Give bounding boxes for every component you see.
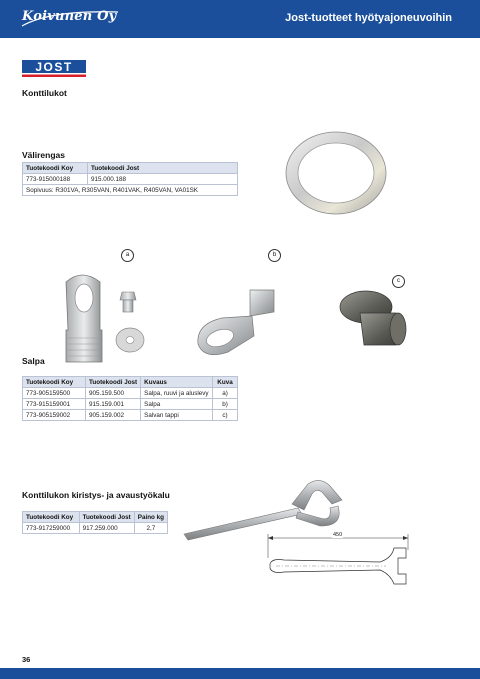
column-header: Tuotekoodi Jost <box>79 512 134 523</box>
salpa-table <box>22 376 238 421</box>
dimension-label: 450 <box>333 532 343 538</box>
page-number: 36 <box>22 655 31 664</box>
column-header: Tuotekoodi Koy <box>23 512 80 523</box>
table-row <box>23 388 238 399</box>
table-cell: 773-917259000 <box>23 523 80 534</box>
jost-logo-icon <box>22 60 86 78</box>
table-header-row <box>23 163 238 174</box>
table-row <box>23 399 238 410</box>
tyokalu-table <box>22 511 168 534</box>
table-cell: 773-905159500 <box>23 388 86 399</box>
tool-technical-drawing <box>262 528 416 598</box>
callout-a: a <box>121 249 134 262</box>
section-title-tyokalu: Konttilukon kiristys- ja avaustyökalu <box>22 490 170 500</box>
footer-bar <box>0 668 480 679</box>
column-header: Kuvaus <box>141 377 213 388</box>
column-header: Tuotekoodi Koy <box>23 163 88 174</box>
table-cell: 773-915000188 <box>23 174 88 185</box>
table-header-row <box>23 512 168 523</box>
table-row <box>23 523 168 534</box>
latch-b-image <box>192 272 282 362</box>
column-header: Tuotekoodi Koy <box>23 377 86 388</box>
column-header: Tuotekoodi Jost <box>86 377 141 388</box>
table-cell: 915.159.001 <box>86 399 141 410</box>
section-title-salpa: Salpa <box>22 356 45 366</box>
header-bar <box>0 0 480 38</box>
table-cell: 905.159.002 <box>86 410 141 421</box>
table-cell: 917.259.000 <box>79 523 134 534</box>
callout-c: c <box>392 275 405 288</box>
callout-b: b <box>268 249 281 262</box>
spacer-ring-image <box>282 128 390 218</box>
table-cell: b) <box>213 399 238 410</box>
table-row <box>23 410 238 421</box>
column-header: Kuva <box>213 377 238 388</box>
table-cell: 2,7 <box>134 523 167 534</box>
table-cell: 915.000.188 <box>88 174 238 185</box>
table-cell: c) <box>213 410 238 421</box>
company-logo-text: Koivunen Oy <box>22 9 117 24</box>
table-cell: 905.159.500 <box>86 388 141 399</box>
table-row <box>23 174 238 185</box>
page-heading: Konttilukot <box>22 88 67 98</box>
section-title-valirengas: Välirengas <box>22 150 65 160</box>
header-title: Jost-tuotteet hyötyajoneuvoihin <box>285 12 452 24</box>
fitment-note: Sopivuus: R301VA, R305VAN, R401VAK, R405VAN, VA01SK <box>23 185 238 196</box>
table-cell: Salpa <box>141 399 213 410</box>
table-cell: 773-905159002 <box>23 410 86 421</box>
jost-logo <box>22 60 86 83</box>
table-cell: Salpa, ruuvi ja aluslevy <box>141 388 213 399</box>
column-header: Paino kg <box>134 512 167 523</box>
jost-logo-text: JOST <box>35 60 73 74</box>
latch-pin-c-image <box>336 285 416 355</box>
latch-a-image <box>60 270 170 370</box>
table-cell: a) <box>213 388 238 399</box>
table-header-row <box>23 377 238 388</box>
table-cell: 773-915159001 <box>23 399 86 410</box>
valirengas-table <box>22 162 238 196</box>
table-row <box>23 185 238 196</box>
column-header: Tuotekoodi Jost <box>88 163 238 174</box>
table-cell: Salvan tappi <box>141 410 213 421</box>
